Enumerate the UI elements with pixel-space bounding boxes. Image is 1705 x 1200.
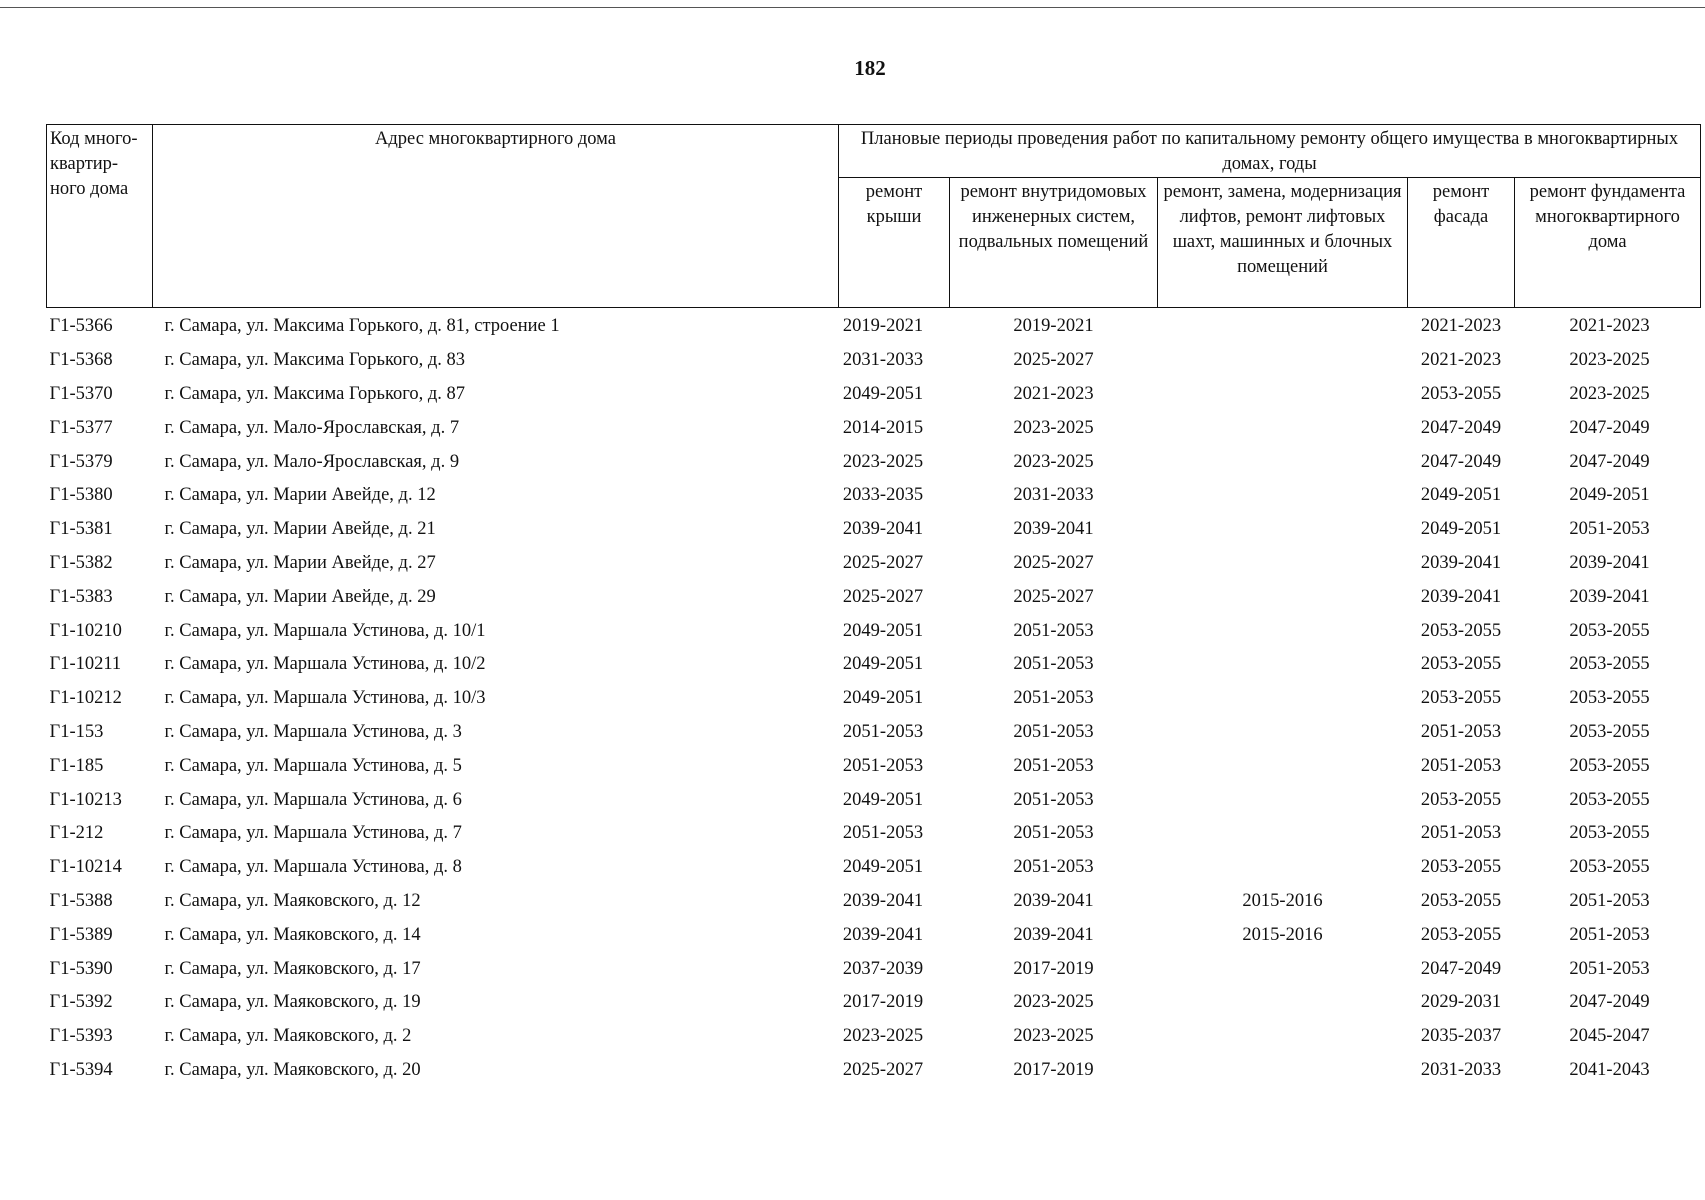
cell-foundation: 2039-2041 bbox=[1569, 552, 1650, 573]
cell-facade: 2049-2051 bbox=[1420, 485, 1502, 506]
cell-foundation: 2047-2049 bbox=[1569, 992, 1650, 1013]
table-row bbox=[47, 1054, 1701, 1088]
cell-roof: 2049-2051 bbox=[842, 688, 924, 709]
cell-code: Г1-5379 bbox=[49, 451, 113, 472]
cell-code: Г1-5382 bbox=[49, 552, 113, 573]
cell-roof: 2049-2051 bbox=[842, 857, 924, 878]
cell-roof: 2051-2053 bbox=[842, 755, 924, 776]
cell-roof: 2037-2039 bbox=[842, 958, 924, 979]
cell-code: Г1-5388 bbox=[49, 890, 113, 911]
cell-systems: 2051-2053 bbox=[1013, 654, 1094, 675]
cell-foundation: 2021-2023 bbox=[1569, 316, 1650, 337]
table-body bbox=[47, 308, 1701, 1088]
cell-systems: 2023-2025 bbox=[1013, 451, 1094, 472]
cell-foundation: 2053-2055 bbox=[1569, 721, 1650, 742]
cell-roof: 2049-2051 bbox=[842, 620, 924, 641]
cell-roof: 2023-2025 bbox=[842, 1026, 924, 1047]
cell-systems: 2051-2053 bbox=[1013, 688, 1094, 709]
cell-code: Г1-5390 bbox=[49, 958, 113, 979]
cell-facade: 2053-2055 bbox=[1420, 383, 1502, 404]
cell-code: Г1-5383 bbox=[49, 586, 113, 607]
cell-code: Г1-212 bbox=[49, 823, 104, 844]
cell-address: г. Самара, ул. Маршала Устинова, д. 10/1 bbox=[164, 620, 486, 641]
cell-systems: 2019-2021 bbox=[1013, 316, 1094, 337]
cell-systems: 2023-2025 bbox=[1013, 417, 1094, 438]
repair-schedule-table bbox=[46, 124, 1701, 1087]
cell-systems: 2023-2025 bbox=[1013, 1026, 1094, 1047]
table-row bbox=[47, 817, 1701, 851]
cell-address: г. Самара, ул. Маяковского, д. 14 bbox=[164, 924, 421, 945]
cell-systems: 2023-2025 bbox=[1013, 992, 1094, 1013]
table-row bbox=[47, 411, 1701, 445]
table-row bbox=[47, 614, 1701, 648]
cell-facade: 2053-2055 bbox=[1420, 890, 1502, 911]
cell-foundation: 2047-2049 bbox=[1569, 417, 1650, 438]
cell-code: Г1-5393 bbox=[49, 1026, 113, 1047]
cell-roof: 2039-2041 bbox=[842, 924, 924, 945]
cell-address: г. Самара, ул. Мало-Ярославская, д. 7 bbox=[164, 417, 460, 438]
cell-code: Г1-5366 bbox=[49, 316, 113, 337]
cell-foundation: 2051-2053 bbox=[1569, 958, 1650, 979]
cell-facade: 2053-2055 bbox=[1420, 924, 1502, 945]
cell-code: Г1-5380 bbox=[49, 485, 113, 506]
cell-roof: 2023-2025 bbox=[842, 451, 924, 472]
cell-roof: 2025-2027 bbox=[842, 552, 924, 573]
header-foundation: ремонт фундамента многоквартирного дома bbox=[1515, 178, 1701, 308]
table-row bbox=[47, 445, 1701, 479]
cell-code: Г1-10211 bbox=[49, 654, 122, 675]
cell-facade: 2039-2041 bbox=[1420, 586, 1502, 607]
table-row bbox=[47, 918, 1701, 952]
cell-address: г. Самара, ул. Мало-Ярославская, д. 9 bbox=[164, 451, 460, 472]
cell-facade: 2021-2023 bbox=[1420, 350, 1502, 371]
cell-foundation: 2053-2055 bbox=[1569, 620, 1650, 641]
cell-systems: 2051-2053 bbox=[1013, 857, 1094, 878]
cell-roof: 2014-2015 bbox=[842, 417, 924, 438]
cell-systems: 2021-2023 bbox=[1013, 383, 1094, 404]
cell-address: г. Самара, ул. Марии Авейде, д. 21 bbox=[164, 519, 436, 540]
cell-facade: 2029-2031 bbox=[1420, 992, 1502, 1013]
cell-foundation: 2023-2025 bbox=[1569, 383, 1650, 404]
cell-foundation: 2051-2053 bbox=[1569, 890, 1650, 911]
cell-lifts bbox=[1158, 783, 1408, 817]
cell-code: Г1-5389 bbox=[49, 924, 113, 945]
header-code: Код много-квартир-ного дома bbox=[47, 125, 153, 308]
cell-lifts bbox=[1158, 648, 1408, 682]
cell-roof: 2051-2053 bbox=[842, 721, 924, 742]
cell-lifts bbox=[1158, 513, 1408, 547]
header-systems: ремонт внутридомовых инженерных систем, подвальных помещений bbox=[950, 178, 1158, 308]
cell-lifts: 2015-2016 bbox=[1242, 890, 1323, 911]
table-row bbox=[47, 851, 1701, 885]
cell-facade: 2051-2053 bbox=[1420, 823, 1502, 844]
table-row bbox=[47, 885, 1701, 919]
cell-address: г. Самара, ул. Маяковского, д. 2 bbox=[164, 1026, 412, 1047]
table-row bbox=[47, 749, 1701, 783]
cell-lifts bbox=[1158, 308, 1408, 344]
cell-address: г. Самара, ул. Максима Горького, д. 87 bbox=[164, 383, 466, 404]
cell-systems: 2017-2019 bbox=[1013, 1059, 1094, 1080]
cell-address: г. Самара, ул. Маршала Устинова, д. 5 bbox=[164, 755, 462, 776]
cell-address: г. Самара, ул. Маяковского, д. 19 bbox=[164, 992, 421, 1013]
header-lifts: ремонт, замена, модернизация лифтов, ремонт лифтовых шахт, машинных и блочных помещений bbox=[1158, 178, 1408, 308]
cell-foundation: 2053-2055 bbox=[1569, 857, 1650, 878]
header-row-top bbox=[47, 125, 1701, 178]
cell-facade: 2053-2055 bbox=[1420, 789, 1502, 810]
cell-roof: 2051-2053 bbox=[842, 823, 924, 844]
cell-lifts bbox=[1158, 479, 1408, 513]
cell-facade: 2053-2055 bbox=[1420, 620, 1502, 641]
cell-facade: 2051-2053 bbox=[1420, 755, 1502, 776]
header-address: Адрес многоквартирного дома bbox=[153, 125, 839, 308]
cell-code: Г1-5392 bbox=[49, 992, 113, 1013]
page-number: 182 bbox=[854, 56, 886, 80]
cell-facade: 2053-2055 bbox=[1420, 654, 1502, 675]
cell-facade: 2051-2053 bbox=[1420, 721, 1502, 742]
cell-lifts bbox=[1158, 547, 1408, 581]
cell-foundation: 2047-2049 bbox=[1569, 451, 1650, 472]
cell-systems: 2051-2053 bbox=[1013, 789, 1094, 810]
cell-systems: 2051-2053 bbox=[1013, 755, 1094, 776]
cell-facade: 2047-2049 bbox=[1420, 417, 1502, 438]
header-periods: Плановые периоды проведения работ по капитальному ремонту общего имущества в многоквартирных домах, годы bbox=[839, 125, 1701, 178]
cell-code: Г1-185 bbox=[49, 755, 104, 776]
cell-lifts bbox=[1158, 817, 1408, 851]
cell-lifts bbox=[1158, 716, 1408, 750]
cell-systems: 2025-2027 bbox=[1013, 586, 1094, 607]
cell-address: г. Самара, ул. Маяковского, д. 20 bbox=[164, 1059, 421, 1080]
cell-facade: 2039-2041 bbox=[1420, 552, 1502, 573]
cell-roof: 2039-2041 bbox=[842, 519, 924, 540]
cell-foundation: 2039-2041 bbox=[1569, 586, 1650, 607]
cell-systems: 2051-2053 bbox=[1013, 620, 1094, 641]
cell-roof: 2033-2035 bbox=[842, 485, 924, 506]
cell-systems: 2039-2041 bbox=[1013, 519, 1094, 540]
cell-foundation: 2045-2047 bbox=[1569, 1026, 1650, 1047]
table-row bbox=[47, 1020, 1701, 1054]
cell-foundation: 2041-2043 bbox=[1569, 1059, 1650, 1080]
table-row bbox=[47, 308, 1701, 344]
cell-foundation: 2051-2053 bbox=[1569, 519, 1650, 540]
cell-facade: 2053-2055 bbox=[1420, 857, 1502, 878]
cell-lifts bbox=[1158, 952, 1408, 986]
cell-roof: 2017-2019 bbox=[842, 992, 924, 1013]
cell-address: г. Самара, ул. Максима Горького, д. 81, строение 1 bbox=[164, 316, 560, 337]
cell-lifts bbox=[1158, 580, 1408, 614]
cell-address: г. Самара, ул. Максима Горького, д. 83 bbox=[164, 350, 466, 371]
table-row bbox=[47, 378, 1701, 412]
cell-systems: 2017-2019 bbox=[1013, 958, 1094, 979]
table-row bbox=[47, 547, 1701, 581]
cell-roof: 2025-2027 bbox=[842, 586, 924, 607]
cell-lifts bbox=[1158, 411, 1408, 445]
cell-code: Г1-5377 bbox=[49, 417, 113, 438]
cell-facade: 2031-2033 bbox=[1420, 1059, 1502, 1080]
cell-lifts bbox=[1158, 1020, 1408, 1054]
table-row bbox=[47, 783, 1701, 817]
cell-foundation: 2051-2053 bbox=[1569, 924, 1650, 945]
cell-lifts bbox=[1158, 682, 1408, 716]
cell-systems: 2039-2041 bbox=[1013, 890, 1094, 911]
cell-address: г. Самара, ул. Марии Авейде, д. 12 bbox=[164, 485, 436, 506]
cell-address: г. Самара, ул. Маршала Устинова, д. 10/2 bbox=[164, 654, 486, 675]
cell-facade: 2047-2049 bbox=[1420, 451, 1502, 472]
table-row bbox=[47, 479, 1701, 513]
cell-code: Г1-10212 bbox=[49, 688, 122, 709]
table-row bbox=[47, 716, 1701, 750]
cell-code: Г1-10214 bbox=[49, 857, 122, 878]
cell-code: Г1-153 bbox=[49, 721, 104, 742]
cell-foundation: 2053-2055 bbox=[1569, 688, 1650, 709]
cell-roof: 2049-2051 bbox=[842, 383, 924, 404]
header-facade: ремонт фасада bbox=[1408, 178, 1515, 308]
cell-address: г. Самара, ул. Маяковского, д. 12 bbox=[164, 890, 421, 911]
cell-facade: 2053-2055 bbox=[1420, 688, 1502, 709]
cell-systems: 2051-2053 bbox=[1013, 721, 1094, 742]
cell-lifts bbox=[1158, 445, 1408, 479]
cell-lifts bbox=[1158, 344, 1408, 378]
table-row bbox=[47, 580, 1701, 614]
cell-address: г. Самара, ул. Маршала Устинова, д. 8 bbox=[164, 857, 462, 878]
cell-lifts bbox=[1158, 378, 1408, 412]
cell-code: Г1-5381 bbox=[49, 519, 113, 540]
cell-address: г. Самара, ул. Маршала Устинова, д. 10/3 bbox=[164, 688, 486, 709]
table-row bbox=[47, 648, 1701, 682]
cell-code: Г1-10210 bbox=[49, 620, 122, 641]
cell-facade: 2035-2037 bbox=[1420, 1026, 1502, 1047]
cell-foundation: 2049-2051 bbox=[1569, 485, 1650, 506]
cell-roof: 2019-2021 bbox=[842, 316, 924, 337]
header-roof: ремонт крыши bbox=[839, 178, 950, 308]
cell-address: г. Самара, ул. Маршала Устинова, д. 7 bbox=[164, 823, 462, 844]
table-row bbox=[47, 344, 1701, 378]
cell-systems: 2051-2053 bbox=[1013, 823, 1094, 844]
cell-systems: 2025-2027 bbox=[1013, 552, 1094, 573]
cell-foundation: 2053-2055 bbox=[1569, 654, 1650, 675]
cell-code: Г1-10213 bbox=[49, 789, 122, 810]
cell-systems: 2031-2033 bbox=[1013, 485, 1094, 506]
cell-lifts: 2015-2016 bbox=[1242, 924, 1323, 945]
table-row bbox=[47, 682, 1701, 716]
cell-foundation: 2023-2025 bbox=[1569, 350, 1650, 371]
cell-address: г. Самара, ул. Марии Авейде, д. 27 bbox=[164, 552, 436, 573]
cell-lifts bbox=[1158, 1054, 1408, 1088]
cell-systems: 2025-2027 bbox=[1013, 350, 1094, 371]
cell-roof: 2039-2041 bbox=[842, 890, 924, 911]
cell-systems: 2039-2041 bbox=[1013, 924, 1094, 945]
cell-address: г. Самара, ул. Маршала Устинова, д. 3 bbox=[164, 721, 462, 742]
table-row bbox=[47, 986, 1701, 1020]
cell-code: Г1-5368 bbox=[49, 350, 113, 371]
cell-address: г. Самара, ул. Маршала Устинова, д. 6 bbox=[164, 789, 462, 810]
cell-foundation: 2053-2055 bbox=[1569, 755, 1650, 776]
top-rule bbox=[0, 7, 1705, 8]
cell-lifts bbox=[1158, 749, 1408, 783]
table-row bbox=[47, 513, 1701, 547]
cell-lifts bbox=[1158, 614, 1408, 648]
cell-address: г. Самара, ул. Маяковского, д. 17 bbox=[164, 958, 421, 979]
cell-lifts bbox=[1158, 986, 1408, 1020]
cell-foundation: 2053-2055 bbox=[1569, 789, 1650, 810]
cell-facade: 2049-2051 bbox=[1420, 519, 1502, 540]
cell-roof: 2049-2051 bbox=[842, 654, 924, 675]
cell-code: Г1-5394 bbox=[49, 1059, 113, 1080]
table-row bbox=[47, 952, 1701, 986]
cell-lifts bbox=[1158, 851, 1408, 885]
cell-facade: 2047-2049 bbox=[1420, 958, 1502, 979]
cell-code: Г1-5370 bbox=[49, 383, 113, 404]
cell-foundation: 2053-2055 bbox=[1569, 823, 1650, 844]
cell-roof: 2025-2027 bbox=[842, 1059, 924, 1080]
cell-address: г. Самара, ул. Марии Авейде, д. 29 bbox=[164, 586, 436, 607]
cell-roof: 2049-2051 bbox=[842, 789, 924, 810]
cell-roof: 2031-2033 bbox=[842, 350, 924, 371]
cell-facade: 2021-2023 bbox=[1420, 316, 1502, 337]
